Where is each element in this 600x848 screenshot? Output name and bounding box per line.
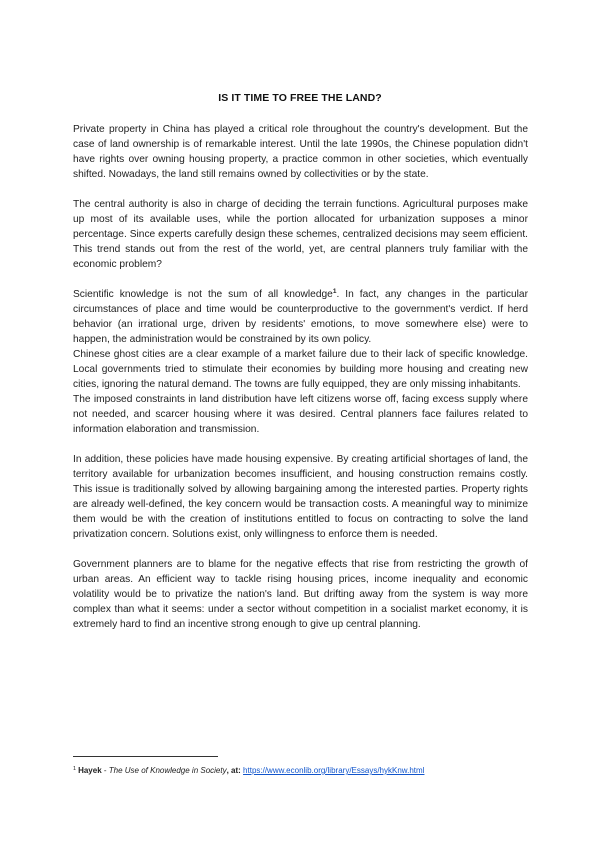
footnote bbox=[73, 764, 543, 776]
paragraph-3-text-before: Scientific knowledge is not the sum of all knowledge bbox=[73, 289, 333, 300]
footnote-number: 1 bbox=[73, 766, 77, 772]
paragraph-3-text-after: . In fact, any changes in the particular circumstances of place and time would be counterproductive to the government's verdict. If herd behavior (an irrational urge, driven by residents' emotions, to move somewhere else) were to happen, the administration would be constrained by its own policy. bbox=[73, 289, 528, 345]
footnote-link[interactable]: https://www.econlib.org/library/Essays/hykKnw.html bbox=[243, 766, 425, 775]
footnote-at-text: , at: bbox=[226, 766, 244, 775]
paragraph-7: Government planners are to blame for the negative effects that rise from restricting the growth of urban areas. An efficient way to tackle rising housing prices, income inequality and economic volatility would be to privatize the nation's land. But drifting away from the system is way more complex than what it seems: under a sector without competition in a socialist market economy, it is extremely hard to find an incentive strong enough to give up central planning. bbox=[73, 559, 528, 630]
paragraph-2: The central authority is also in charge of deciding the terrain functions. Agricultural purposes make up most of its available uses, while the portion allocated for urbanization supposes a minor percentage. Since experts carefully design these schemes, centralized decisions may seem efficient. This trend stands out from the rest of the world, yet, are central planners truly familiar with the economic problem? bbox=[73, 199, 528, 270]
footnote-divider bbox=[73, 756, 218, 757]
footnote-separator: - bbox=[101, 766, 109, 775]
paragraph-1: Private property in China has played a critical role throughout the country's development. But the case of land ownership is of remarkable interest. Until the late 1990s, the Chinese population didn't have rights over owning housing property, a practice common in other societies, which eventually shifted. Nowadays, the land still remains owned by collectivities or by the state. bbox=[73, 124, 528, 180]
paragraph-5: The imposed constraints in land distribution have left citizens worse off, facing excess supply where not needed, and scarcer housing where it was desired. Central planners face failures related to information elaboration and transmission. bbox=[73, 394, 528, 435]
paragraph-6: In addition, these policies have made housing expensive. By creating artificial shortages of land, the territory available for urbanization becomes insufficient, and housing construction remains costly. This issue is traditionally solved by allowing bargaining among the interested parties. Property rights are already well-defined, the key concern would be transaction costs. A meaningful way to minimize them would be with the creation of institutions entitled to focus on contracting to solve the land privatization concern. Solutions exist, only willingness to enforce them is needed. bbox=[73, 454, 528, 540]
footnote-book-title: The Use of Knowledge in Society bbox=[108, 766, 227, 775]
footnote-reference[interactable]: 1 bbox=[332, 288, 337, 295]
document-body bbox=[73, 122, 528, 647]
paragraph-4: Chinese ghost cities are a clear example of a market failure due to their lack of specific knowledge. Local governments tried to stimulate their economies by building more housing and creating new cities, ignoring the natural demand. The towns are fully equipped, they are only missing inhabitants. bbox=[73, 349, 528, 390]
footnote-author: Hayek bbox=[78, 766, 102, 775]
paragraph-3 bbox=[73, 287, 528, 347]
document-title: IS IT TIME TO FREE THE LAND? bbox=[218, 92, 382, 104]
